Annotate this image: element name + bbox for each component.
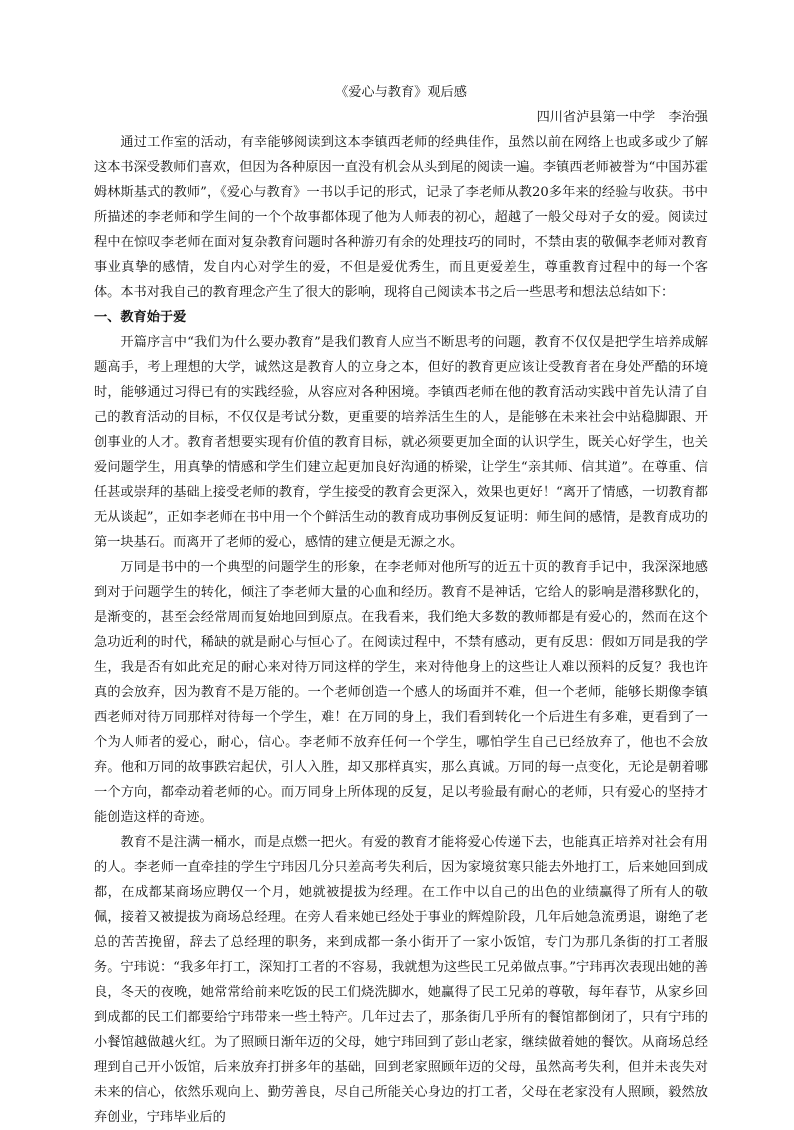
section-paragraph-1: 开篇序言中“我们为什么要办教育”是我们教育人应当不断思考的问题，教育不仅仅是把学生培养成解题高手，考上理想的大学，诚然这是教育人的立身之本，但好的教育更应该让受教育者在身处严酷的环境时，能够通过习得已有的实践经验，从容应对各种困境。李镇西老师在他的教育活动实践中首先认清了自己的教育活动的目标，不仅仅是考试分数，更重要的培养活生生的人，是能够在未来社会中站稳脚跟、开创事业的人才。教育者想要实现有价值的教育目标，就必须要更加全面的认识学生，既关心好学生，也关爱问题学生，用真挚的情感和学生们建立起更加良好沟通的桥梁，让学生“亲其师、信其道”。在尊重、信任甚或崇拜的基础上接受老师的教育，学生接受的教育会更深入，效果也更好！“离开了情感，一切教育都无从谈起”，正如李老师在书中用一个个鲜活生动的教育成功事例反复证明：师生间的感情，是教育成功的第一块基石。而离开了老师的爱心，感情的建立便是无源之水。 (94, 335, 708, 550)
section-heading: 一、教育始于爱 (94, 310, 187, 325)
intro-paragraph: 通过工作室的活动，有幸能够阅读到这本李镇西老师的经典佳作，虽然以前在网络上也或多或少了解这本书深受教师们喜欢，但因为各种原因一直没有机会从头到尾的阅读一遍。李镇西老师被誉为“中国苏霍姆林斯基式的教师”，《爱心与教育》一书以手记的形式，记录了李老师从教20多年来的经验与收获。书中所描述的李老师和学生间的一个个故事都体现了他为人师表的初心，超越了一般父母对子女的爱。阅读过程中在惊叹李老师在面对复杂教育问题时各种游刃有余的处理技巧的同时，不禁由衷的敬佩李老师对教育事业真挚的感情，发自内心对学生的爱，不但是爱优秀生，而且更爱差生，尊重教育过程中的每一个客体。本书对我自己的教育理念产生了很大的影响，现将自己阅读本书之后一些思考和想法总结如下： (94, 135, 708, 300)
author-byline: 四川省泸县第一中学 李治强 (536, 110, 708, 125)
section-paragraph-2: 万同是书中的一个典型的问题学生的形象，在李老师对他所写的近五十页的教育手记中，我深深地感到对于问题学生的转化，倾注了李老师大量的心血和经历。教育不是神话，它给人的影响是潜移默化的，是渐变的，甚至会经常周而复始地回到原点。在我看来，我们绝大多数的教师都是有爱心的，然而在这个急功近利的时代，稀缺的就是耐心与恒心了。在阅读过程中，不禁有感动，更有反思：假如万同是我的学生，我是否有如此充足的耐心来对待万同这样的学生，来对待他身上的这些让人难以预料的反复？我也许真的会放弃，因为教育不是万能的。一个老师创造一个感人的场面并不难，但一个老师，能够长期像李镇西老师对待万同那样对待每一个学生，难！在万同的身上，我们看到转化一个后进生有多难，更看到了一个为人师者的爱心，耐心，信心。李老师不放弃任何一个学生，哪怕学生自己已经放弃了，他也不会放弃。他和万同的故事跌宕起伏，引人入胜，却又那样真实，那么真诚。万同的每一点变化，无论是朝着哪一个方向，都牵动着老师的心。而万同身上所体现的反复，足以考验最有耐心的老师，只有爱心的坚持才能创造这样的奇迹。 (94, 560, 708, 825)
section-paragraph-3: 教育不是注满一桶水，而是点燃一把火。有爱的教育才能将爱心传递下去，也能真正培养对社会有用的人。李老师一直牵挂的学生宁玮因几分只差高考失利后，因为家境贫寒只能去外地打工，后来她回到成都，在成都某商场应聘仅一个月，她就被提拔为经理。在工作中以自己的出色的业绩赢得了所有人的敬佩，接着又被提拔为商场总经理。在旁人看来她已经处于事业的辉煌阶段，几年后她急流勇退，谢绝了老总的苦苦挽留，辞去了总经理的职务，来到成都一条小街开了一家小饭馆，专门为那几条街的打工者服务。宁玮说：“我多年打工，深知打工者的不容易，我就想为这些民工兄弟做点事。”宁玮再次表现出她的善良，冬天的夜晚，她常常给前来吃饭的民工们烧洗脚水，她赢得了民工兄弟的尊敬，每年春节，从家乡回到成都的民工们都要给宁玮带来一些土特产。几年过去了，那条街几乎所有的餐馆都倒闭了，只有宁玮的小餐馆越做越火红。为了照顾日渐年迈的父母，她宁玮回到了彭山老家，继续做着她的餐饮。从商场总经理到自己开小饭馆，后来放弃打拼多年的基础，回到老家照顾年迈的父母，虽然高考失利，但并未丧失对未来的信心，依然乐观向上、勤劳善良，尽自己所能关心身边的打工者，父母在老家没有人照顾，毅然放弃创业，宁玮毕业后的 (94, 835, 708, 1125)
document-page (94, 80, 708, 1130)
document-title: 《爱心与教育》观后感 (335, 85, 467, 100)
